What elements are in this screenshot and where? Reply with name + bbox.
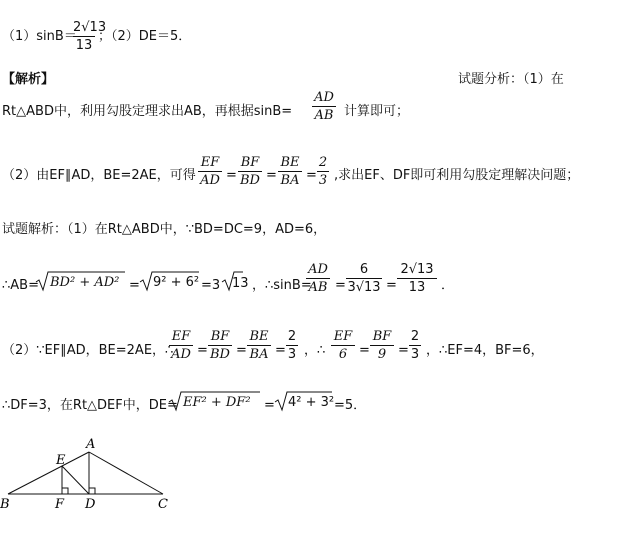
eq-sign: = bbox=[264, 398, 275, 413]
period: ． bbox=[441, 278, 455, 293]
therefore: ，∴ bbox=[304, 343, 326, 358]
label-c: C bbox=[158, 497, 168, 512]
right-angle-f bbox=[62, 488, 68, 494]
eq-sign: = bbox=[275, 343, 286, 358]
frac-bf-bd: BF BD bbox=[238, 155, 262, 188]
eq-sign: = bbox=[386, 278, 397, 293]
answer-fraction-num: 2√13 bbox=[73, 20, 107, 35]
analysis-title: 【解析】 bbox=[2, 72, 55, 87]
result-de: =5． bbox=[334, 398, 367, 413]
solution-ab: ∴AB= bbox=[2, 278, 39, 293]
eq-sign: = bbox=[398, 343, 409, 358]
label-b: B bbox=[0, 497, 10, 512]
radicand-4: EF² + DF² bbox=[183, 395, 251, 410]
answer-part2: ；（2）DE＝5． bbox=[98, 29, 192, 44]
frac-ef-6: EF 6 bbox=[331, 329, 355, 362]
sinb-label: ，∴sinB= bbox=[252, 278, 312, 293]
frac-be-ba: BE BA bbox=[278, 155, 302, 188]
answer-fraction-den: 13 bbox=[75, 38, 93, 53]
frac-2-3-c: 2 3 bbox=[410, 329, 420, 362]
solution-line1: 试题解析：（1）在Rt△ABD中，∵BD=DC=9，AD=6， bbox=[2, 222, 327, 237]
radicand-3: 13 bbox=[232, 276, 249, 291]
analysis-line2-end: ,求出EF、DF即可利用勾股定理解决问题； bbox=[334, 168, 580, 183]
eq-sign: = bbox=[129, 278, 140, 293]
radicand-1: BD² + AD² bbox=[50, 275, 120, 290]
eq-sign: = bbox=[359, 343, 370, 358]
frac-ef-ad: EF AD bbox=[198, 155, 222, 188]
analysis-line2: （2）由EF∥AD，BE=2AE，可得 bbox=[2, 168, 196, 183]
frac-2-3: 2 3 bbox=[318, 155, 328, 188]
eq-sign: = bbox=[236, 343, 247, 358]
solution-line4: ∴DF=3，在Rt△DEF中，DE= bbox=[2, 398, 178, 413]
frac-bf-bd-3: BF BD bbox=[208, 329, 232, 362]
value-3: =3 bbox=[201, 278, 221, 293]
fraction-ad-ab: AD AB bbox=[312, 90, 336, 123]
solution-line3: （2）∵EF∥AD，BE=2AE，∴ bbox=[2, 343, 174, 358]
eq-sign: = bbox=[226, 168, 237, 183]
radicand-5: 4² + 3² bbox=[288, 395, 335, 410]
answer-fraction bbox=[73, 20, 107, 53]
label-d: D bbox=[85, 497, 96, 512]
eq-sign: = bbox=[335, 278, 346, 293]
label-e: E bbox=[56, 453, 66, 468]
frac-2sqrt13-13: 2√13 13 bbox=[397, 262, 437, 295]
segment-ab bbox=[8, 452, 89, 494]
frac-6-3sqrt13: 6 3√13 bbox=[347, 262, 381, 295]
answer-part1: （1）sinB＝ bbox=[2, 29, 77, 44]
right-angle-d bbox=[89, 488, 95, 494]
frac-ad-ab-2: AD AB bbox=[306, 262, 330, 295]
analysis-intro: 试题分析：（1）在 bbox=[458, 72, 564, 87]
segment-ed bbox=[62, 466, 89, 494]
radicand-2: 9² + 6² bbox=[153, 275, 200, 290]
triangle-figure bbox=[0, 436, 175, 516]
analysis-line1-end: 计算即可； bbox=[344, 104, 410, 119]
frac-ef-ad-3: EF AD bbox=[169, 329, 193, 362]
label-a: A bbox=[86, 437, 96, 452]
analysis-line1: Rt△ABD中，利用勾股定理求出AB，再根据sinB= bbox=[2, 104, 293, 119]
frac-be-ba-3: BE BA bbox=[247, 329, 271, 362]
result-ef-bf: ，∴EF=4，BF=6， bbox=[426, 343, 544, 358]
frac-2-3-b: 2 3 bbox=[287, 329, 297, 362]
frac-bf-9: BF 9 bbox=[370, 329, 394, 362]
label-f: F bbox=[55, 497, 65, 512]
eq-sign: = bbox=[306, 168, 317, 183]
segment-ac bbox=[89, 452, 163, 494]
eq-sign: = bbox=[266, 168, 277, 183]
eq-sign: = bbox=[197, 343, 208, 358]
